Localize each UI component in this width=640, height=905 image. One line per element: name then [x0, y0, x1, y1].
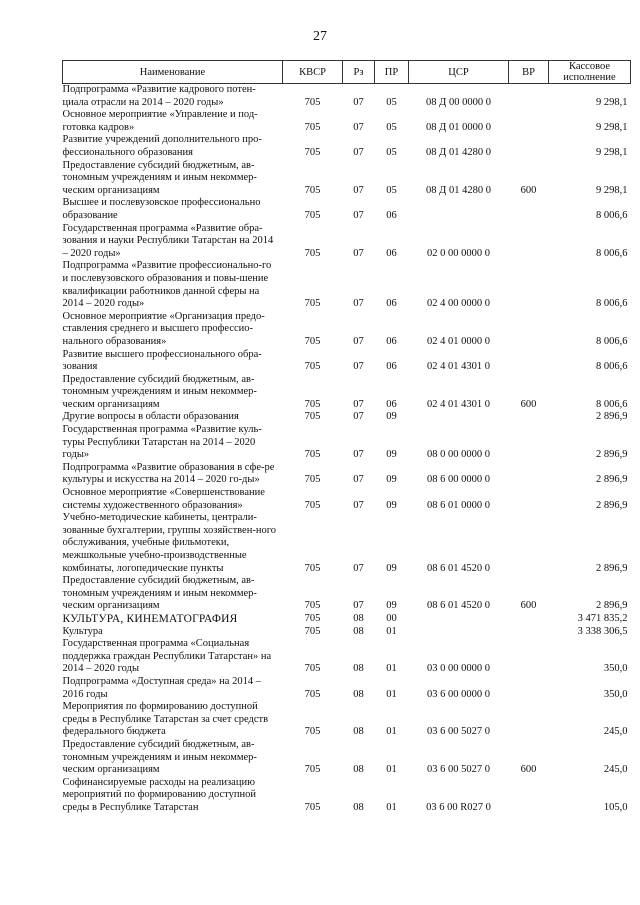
row-vr-cell — [509, 676, 549, 701]
row-pr-cell: 05 — [386, 121, 397, 133]
row-csr-cell: 02 4 01 0000 0 — [427, 335, 490, 347]
section-row — [63, 613, 631, 626]
row-csr-cell: 08 Д 01 4280 0 — [426, 147, 491, 158]
row-rz-cell: 07 — [353, 247, 364, 259]
row-pr-cell: 09 — [386, 600, 397, 612]
row-rz-cell: 07 — [353, 209, 364, 221]
table-row — [63, 638, 631, 676]
row-vr-cell: 600 — [520, 764, 537, 776]
row-kvsr-cell: 705 — [304, 600, 321, 612]
row-name-cell: Культура — [62, 625, 103, 637]
row-name-cell: Подпрограмма «Развитие профессионально-го и послевузовского образования и повы-шение квалификации работников данной сферы на 2014 – 2020 годы» — [62, 260, 272, 310]
row-pr-cell: 01 — [386, 663, 397, 675]
row-amount-cell: 3 471 835,2 — [577, 612, 628, 624]
row-pr-cell: 06 — [386, 361, 397, 373]
row-vr-cell — [509, 626, 549, 639]
row-vr-cell — [509, 109, 549, 134]
header-kvsr: КВСР — [283, 61, 343, 84]
row-amount-cell: 8 006,6 — [596, 209, 628, 221]
row-rz-cell: 07 — [353, 147, 364, 158]
row-kvsr-cell: 705 — [304, 562, 321, 574]
row-amount-cell: 350,0 — [603, 663, 628, 675]
row-vr-cell — [509, 424, 549, 462]
row-amount-cell: 105,0 — [603, 801, 628, 813]
table-row — [63, 739, 631, 777]
row-name-cell: Государственная программа «Развитие обра-зования и науки Республики Татарстан на 2014 – 2020 годы» — [62, 222, 274, 259]
budget-table — [62, 60, 631, 814]
header-rz: Рз — [343, 61, 375, 84]
row-rz-cell: 07 — [353, 449, 364, 461]
row-vr-cell — [509, 134, 549, 159]
row-csr-cell: 02 4 00 0000 0 — [427, 298, 490, 310]
row-name-cell: Государственная программа «Развитие куль-туры Республики Татарстан на 2014 – 2020 годы» — [62, 424, 262, 461]
table-row — [63, 575, 631, 613]
row-csr-cell — [409, 613, 509, 626]
table-row — [63, 311, 631, 349]
row-pr-cell: 06 — [386, 247, 397, 259]
row-rz-cell: 07 — [353, 298, 364, 310]
row-kvsr-cell: 705 — [304, 335, 321, 347]
row-amount-cell: 245,0 — [603, 764, 628, 776]
row-csr-cell: 08 6 01 4520 0 — [427, 562, 490, 574]
row-amount-cell: 8 006,6 — [596, 335, 628, 347]
row-vr-cell: 600 — [520, 600, 537, 612]
row-csr-cell: 08 6 01 4520 0 — [427, 600, 490, 612]
row-kvsr-cell: 705 — [304, 361, 321, 373]
row-kvsr-cell: 705 — [304, 209, 321, 221]
table-header-row — [63, 61, 631, 84]
row-kvsr-cell: 705 — [304, 625, 321, 637]
row-name-cell: Развитие высшего профессионального обра-зования — [62, 348, 262, 373]
table-row — [63, 109, 631, 134]
table-row — [63, 777, 631, 815]
row-vr-cell — [509, 487, 549, 512]
row-rz-cell: 08 — [353, 612, 364, 624]
table-row — [63, 160, 631, 198]
row-name-cell: КУЛЬТУРА, КИНЕМАТОГРАФИЯ — [62, 612, 238, 625]
row-vr-cell — [509, 638, 549, 676]
row-name-cell: Софинансируемые расходы на реализацию мероприятий по формированию доступной среды в Республике Татарстан — [62, 776, 256, 813]
row-vr-cell — [509, 311, 549, 349]
header-name: Наименование — [63, 61, 283, 84]
row-pr-cell: 06 — [386, 209, 397, 221]
row-amount-cell: 2 896,9 — [596, 449, 628, 461]
table-row — [63, 701, 631, 739]
row-rz-cell: 07 — [353, 411, 364, 423]
header-vr: ВР — [509, 61, 549, 84]
row-vr-cell — [509, 777, 549, 815]
row-vr-cell — [509, 701, 549, 739]
row-rz-cell: 08 — [353, 688, 364, 700]
row-pr-cell: 09 — [386, 499, 397, 511]
row-csr-cell: 02 4 01 4301 0 — [427, 361, 490, 373]
row-vr-cell: 600 — [520, 398, 537, 410]
row-kvsr-cell: 705 — [304, 726, 321, 738]
table-row — [63, 84, 631, 110]
table-row — [63, 374, 631, 412]
row-pr-cell: 09 — [386, 411, 397, 423]
row-pr-cell: 01 — [386, 726, 397, 738]
row-csr-cell — [409, 197, 509, 222]
row-vr-cell — [509, 613, 549, 626]
row-vr-cell — [509, 411, 549, 424]
row-kvsr-cell: 705 — [304, 398, 321, 410]
row-rz-cell: 07 — [353, 361, 364, 373]
row-name-cell: Подпрограмма «Развитие образования в сфе-ре культуры и искусства на 2014 – 2020 го-ды» — [62, 461, 275, 486]
table-row — [63, 487, 631, 512]
row-name-cell: Основное мероприятие «Совершенствование системы художественного образования» — [62, 487, 265, 511]
table-row — [63, 223, 631, 261]
row-vr-cell — [509, 223, 549, 261]
row-name-cell: Предоставление субсидий бюджетным, ав-тономным учреждениям и иным некоммер-ческим организациям — [62, 159, 257, 196]
row-csr-cell: 03 6 00 R027 0 — [426, 801, 491, 813]
row-pr-cell: 05 — [386, 147, 397, 158]
row-name-cell: Подпрограмма «Развитие кадрового потен-циала отрасли на 2014 – 2020 годы» — [62, 84, 256, 108]
table-row — [63, 462, 631, 487]
row-amount-cell: 9 298,1 — [596, 121, 628, 133]
row-name-cell: Основное мероприятие «Организация предо-ставления среднего и высшего профессио-нального образования» — [62, 310, 265, 347]
row-csr-cell: 03 6 00 0000 0 — [427, 688, 490, 700]
row-rz-cell: 07 — [353, 96, 364, 108]
row-amount-cell: 8 006,6 — [596, 298, 628, 310]
table-row — [63, 349, 631, 374]
row-pr-cell: 01 — [386, 764, 397, 776]
row-pr-cell: 06 — [386, 398, 397, 410]
row-name-cell: Государственная программа «Социальная поддержка граждан Республики Татарстан» на 2014 – 2020 годы — [62, 638, 272, 675]
row-vr-cell — [509, 349, 549, 374]
row-csr-cell — [409, 411, 509, 424]
row-amount-cell: 350,0 — [603, 688, 628, 700]
row-name-cell: Предоставление субсидий бюджетным, ав-тономным учреждениям и иным некоммер-ческим организациям — [62, 373, 257, 410]
row-name-cell: Мероприятия по формированию доступной среды в Республике Татарстан за счет средств федерального бюджета — [62, 701, 269, 738]
row-vr-cell: 600 — [520, 184, 537, 196]
row-name-cell: Высшее и послевузовское профессионально образование — [62, 197, 261, 221]
row-csr-cell: 08 0 00 0000 0 — [427, 449, 490, 461]
row-name-cell: Предоставление субсидий бюджетным, ав-тономным учреждениям и иным некоммер-ческим организациям — [62, 738, 257, 776]
row-kvsr-cell: 705 — [304, 499, 321, 511]
row-vr-cell — [509, 84, 549, 110]
row-kvsr-cell: 705 — [304, 801, 321, 813]
row-pr-cell: 01 — [386, 625, 397, 637]
table-row — [63, 260, 631, 310]
table-row — [63, 676, 631, 701]
row-amount-cell: 2 896,9 — [596, 499, 628, 511]
row-csr-cell: 08 Д 01 4280 0 — [426, 184, 491, 196]
row-amount-cell: 2 896,9 — [596, 474, 628, 486]
row-vr-cell — [509, 462, 549, 487]
row-vr-cell — [509, 197, 549, 222]
row-amount-cell: 2 896,9 — [596, 600, 628, 612]
table-body — [63, 84, 631, 815]
row-rz-cell: 07 — [353, 474, 364, 486]
row-csr-cell — [409, 626, 509, 639]
header-amount: Кассовое исполнение — [549, 61, 631, 84]
row-kvsr-cell: 705 — [304, 184, 321, 196]
row-kvsr-cell: 705 — [304, 474, 321, 486]
row-csr-cell: 03 6 00 5027 0 — [427, 726, 490, 738]
row-vr-cell — [509, 260, 549, 310]
row-name-cell: Подпрограмма «Доступная среда» на 2014 – 2016 годы — [62, 675, 261, 700]
row-kvsr-cell: 705 — [304, 612, 321, 624]
table-row — [63, 512, 631, 575]
table-row — [63, 411, 631, 424]
row-kvsr-cell: 705 — [304, 247, 321, 259]
row-pr-cell: 05 — [386, 184, 397, 196]
row-amount-cell: 2 896,9 — [596, 562, 628, 574]
row-pr-cell: 09 — [386, 449, 397, 461]
row-rz-cell: 08 — [353, 726, 364, 738]
row-kvsr-cell: 705 — [304, 121, 321, 133]
row-csr-cell: 08 6 00 0000 0 — [427, 474, 490, 486]
row-pr-cell: 06 — [386, 335, 397, 347]
row-kvsr-cell: 705 — [304, 298, 321, 310]
row-rz-cell: 07 — [353, 562, 364, 574]
header-csr: ЦСР — [409, 61, 509, 84]
row-kvsr-cell: 705 — [304, 96, 321, 108]
row-csr-cell: 02 0 00 0000 0 — [427, 247, 490, 259]
row-amount-cell: 8 006,6 — [596, 247, 628, 259]
row-name-cell: Основное мероприятие «Управление и под-готовка кадров» — [62, 109, 258, 133]
row-pr-cell: 01 — [386, 688, 397, 700]
row-rz-cell: 08 — [353, 625, 364, 637]
row-csr-cell: 08 6 01 0000 0 — [427, 499, 490, 511]
row-pr-cell: 09 — [386, 562, 397, 574]
row-amount-cell: 8 006,6 — [596, 398, 628, 410]
row-rz-cell: 07 — [353, 121, 364, 133]
row-name-cell: Другие вопросы в области образования — [62, 411, 239, 423]
row-csr-cell: 03 6 00 5027 0 — [427, 764, 490, 776]
row-rz-cell: 08 — [353, 663, 364, 675]
row-rz-cell: 07 — [353, 398, 364, 410]
row-vr-cell — [509, 512, 549, 575]
row-csr-cell: 08 Д 00 0000 0 — [426, 96, 491, 108]
row-amount-cell: 8 006,6 — [596, 361, 628, 373]
page-number: 27 — [313, 29, 327, 44]
row-amount-cell: 9 298,1 — [596, 147, 628, 158]
row-rz-cell: 07 — [353, 335, 364, 347]
row-kvsr-cell: 705 — [304, 449, 321, 461]
row-kvsr-cell: 705 — [304, 663, 321, 675]
row-kvsr-cell: 705 — [304, 147, 321, 158]
row-amount-cell: 9 298,1 — [596, 96, 628, 108]
header-pr: ПР — [375, 61, 409, 84]
row-pr-cell: 09 — [386, 474, 397, 486]
row-name-cell: Учебно-методические кабинеты, централи-зованные бухгалтерии, группы хозяйствен-ного обслуживания, учебные фильмотеки, межшкольные учебно-производственные комбинаты, логопедические пункты — [62, 512, 276, 574]
row-pr-cell: 00 — [386, 612, 397, 624]
table-row — [63, 626, 631, 639]
row-kvsr-cell: 705 — [304, 764, 321, 776]
row-name-cell: Развитие учреждений дополнительного про-фессионального образования — [62, 134, 262, 158]
row-csr-cell: 03 0 00 0000 0 — [427, 663, 490, 675]
row-amount-cell: 3 338 306,5 — [577, 625, 628, 637]
row-amount-cell: 9 298,1 — [596, 184, 628, 196]
table-row — [63, 134, 631, 159]
row-csr-cell: 02 4 01 4301 0 — [427, 398, 490, 410]
table-row — [63, 424, 631, 462]
row-pr-cell: 06 — [386, 298, 397, 310]
row-kvsr-cell: 705 — [304, 411, 321, 423]
row-pr-cell: 05 — [386, 96, 397, 108]
row-rz-cell: 07 — [353, 600, 364, 612]
row-pr-cell: 01 — [386, 801, 397, 813]
row-rz-cell: 07 — [353, 499, 364, 511]
row-rz-cell: 08 — [353, 764, 364, 776]
row-rz-cell: 07 — [353, 184, 364, 196]
budget-table-container — [62, 60, 630, 814]
row-amount-cell: 2 896,9 — [596, 411, 628, 423]
row-rz-cell: 08 — [353, 801, 364, 813]
row-csr-cell: 08 Д 01 0000 0 — [426, 121, 491, 133]
row-kvsr-cell: 705 — [304, 688, 321, 700]
row-amount-cell: 245,0 — [603, 726, 628, 738]
table-row — [63, 197, 631, 222]
row-name-cell: Предоставление субсидий бюджетным, ав-тономным учреждениям и иным некоммер-ческим организациям — [62, 575, 257, 612]
